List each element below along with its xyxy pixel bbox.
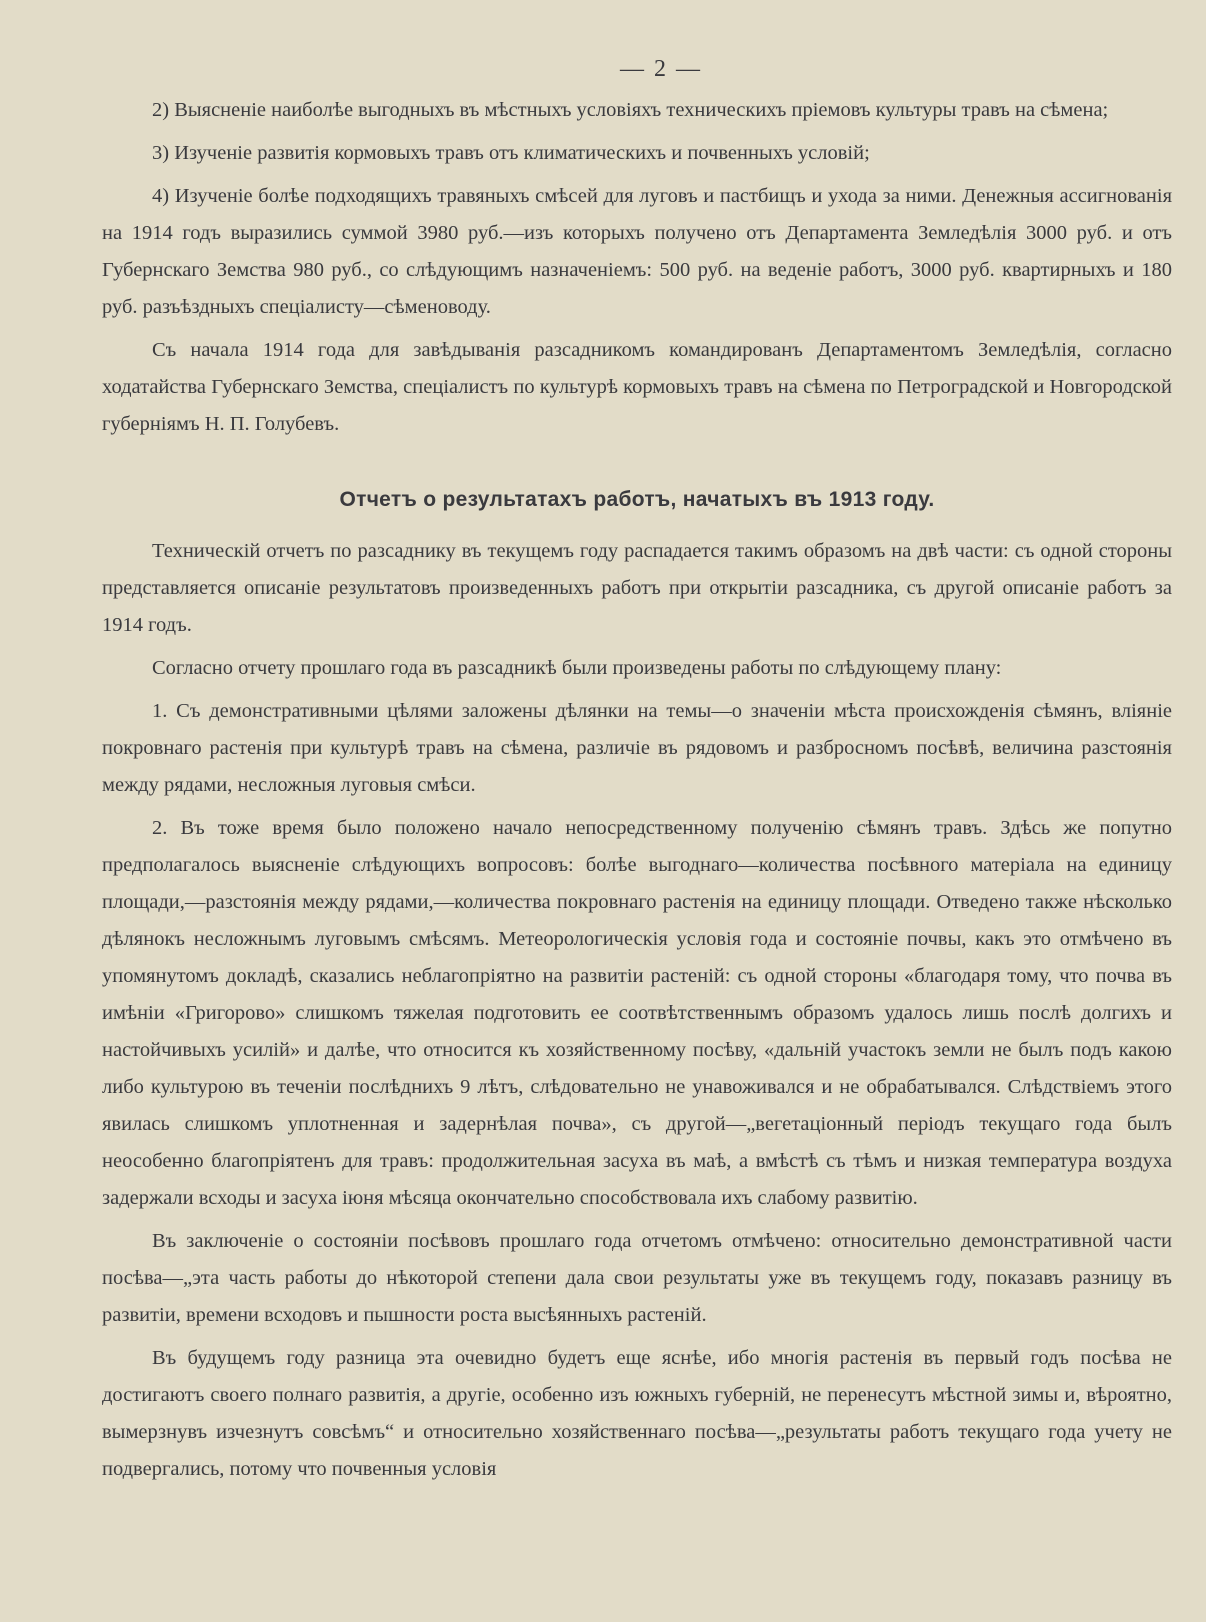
paragraph-plan-item-1: 1. Съ демонстративными цѣлями заложены дѣлянки на темы—о значеніи мѣста происхожденія сѣмянъ, вліяніе покровнаго растенія при культурѣ травъ на сѣмена, различіе въ рядовомъ и разбросномъ посѣвѣ, величина разстоянія между рядами, несложныя луговыя смѣси.: [102, 700, 1172, 796]
section-heading: Отчетъ о результатахъ работъ, начатыхъ въ 1913 году.: [339, 488, 935, 511]
paragraph-conclusion: Въ заключеніе о состояніи посѣвовъ прошлаго года отчетомъ отмѣчено: относительно демонстративной части посѣва—„эта часть работы до нѣкоторой степени дала свои результаты уже въ текущемъ году, показавъ разницу въ развитіи, времени всходовъ и пышности роста высѣянныхъ растеній.: [102, 1230, 1172, 1326]
paragraph-plan-item-2: 2. Въ тоже время было положено начало непосредственному полученію сѣмянъ травъ. Здѣсь же попутно предполагалось выясненіе слѣдующихъ вопросовъ: болѣе выгоднаго—количества посѣвного матеріала на единицу площади,—разстоянія между рядами,—количества покровнаго растенія на единицу площади. Отведено также нѣсколько дѣлянокъ несложнымъ луговымъ смѣсямъ. Метеорологическія условія года и состояніе почвы, какъ это отмѣчено въ упомянутомъ докладѣ, сказались неблагопріятно на развитіи растеній: съ одной стороны «благодаря тому, что почва въ имѣніи «Григорово» слишкомъ тяжелая подготовить ее соотвѣтственнымъ образомъ удалось лишь послѣ долгихъ и настойчивыхъ усилій» и далѣе, что относится къ хозяйственному посѣву, «дальній участокъ земли не былъ подъ какою либо культурою въ теченіи послѣднихъ 9 лѣтъ, слѣдовательно не унавоживался и не обрабатывался. Слѣдствіемъ этого явилась слишкомъ уплотненная и задернѣлая почва», съ другой—„вегетаціонный періодъ текущаго года былъ неособенно благопріятенъ для травъ: продолжительная засуха въ маѣ, а вмѣстѣ съ тѣмъ и низкая температура воздуха задержали всходы и засуха іюня мѣсяца окончательно способствовала ихъ слабому развитію.: [102, 817, 1172, 1209]
paragraph-plan: Согласно отчету прошлаго года въ разсадникѣ были произведены работы по слѣдующему плану:: [152, 657, 1002, 679]
paragraph-assignment: Съ начала 1914 года для завѣдыванія разсадникомъ командированъ Департаментомъ Земледѣлія, согласно ходатайства Губернскаго Земства, спеціалистъ по культурѣ кормовыхъ травъ на сѣмена по Петроградской и Новгородской губерніямъ Н. П. Голубевъ.: [102, 339, 1172, 435]
paragraph-goal-3: 3) Изученіе развитія кормовыхъ травъ отъ климатическихъ и почвенныхъ условій;: [152, 142, 870, 164]
paragraph-report-intro: Техническій отчетъ по разсаднику въ текущемъ году распадается такимъ образомъ на двѣ части: съ одной стороны представляется описаніе результатовъ произведенныхъ работъ при открытіи разсадника, съ другой описаніе работъ за 1914 годъ.: [102, 540, 1172, 636]
paragraph-goal-2: 2) Выясненіе наиболѣе выгодныхъ въ мѣстныхъ условіяхъ техническихъ пріемовъ культуры травъ на сѣмена;: [152, 99, 1109, 121]
paragraph-goal-4: 4) Изученіе болѣе подходящихъ травяныхъ смѣсей для луговъ и пастбищъ и ухода за ними. Денежныя ассигнованія на 1914 годъ выразились суммой 3980 руб.—изъ которыхъ получено отъ Департамента Земледѣлія 3000 руб. и отъ Губернскаго Земства 980 руб., со слѣдующимъ назначеніемъ: 500 руб. на веденіе работъ, 3000 руб. квартирныхъ и 180 руб. разъѣздныхъ спеціалисту—сѣменоводу.: [102, 185, 1172, 318]
paragraph-next-year: Въ будущемъ году разница эта очевидно будетъ еще яснѣе, ибо многія растенія въ первый годъ посѣва не достигаютъ своего полнаго развитія, а другіе, особенно изъ южныхъ губерній, не перенесутъ мѣстной зимы и, вѣроятно, вымерзнувъ изчезнутъ совсѣмъ“ и относительно хозяйственнаго посѣва—„результаты работъ текущаго года учету не подвергались, потому что почвенныя условія: [102, 1347, 1172, 1480]
page-number: — 2 —: [620, 56, 702, 82]
